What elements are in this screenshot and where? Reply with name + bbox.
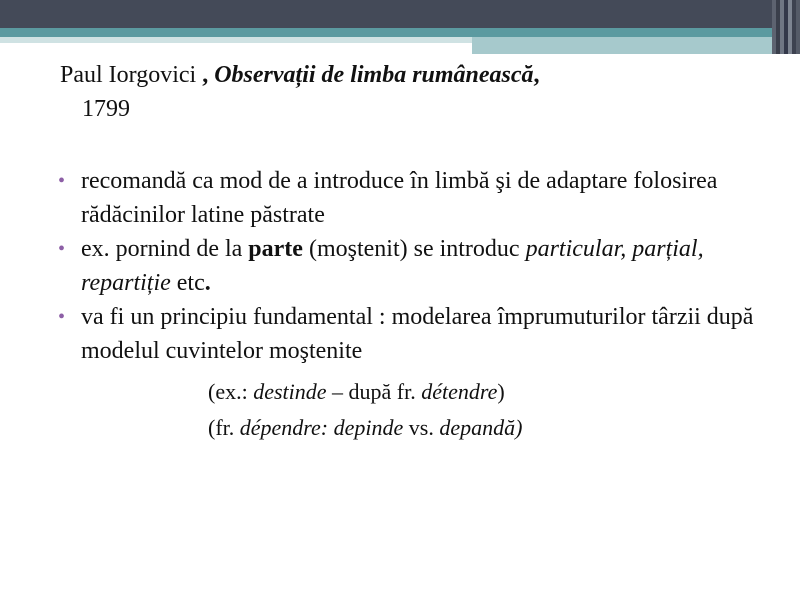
header-accent-light (0, 37, 472, 43)
bullet-icon: • (58, 238, 66, 260)
author-name: Paul Iorgovici (60, 62, 197, 88)
header-accent-left (0, 28, 472, 37)
header-accent-right-top (472, 28, 800, 37)
bullet-item: • recomandă ca mod de a introduce în limbă şi de adaptare folosirea rădăcinilor latine păstrate (60, 164, 780, 232)
author-line (60, 58, 780, 126)
bullet-item: • va fi un principiu fundamental : modelarea împrumuturilor târzii după modelul cuvintelor moştenite (60, 300, 780, 368)
title-comma: , (533, 62, 540, 88)
header-stripes (772, 0, 800, 54)
example-line: (fr. dépendre: depinde vs. depandă) (208, 415, 523, 440)
header-bar (0, 0, 800, 28)
example-line: (ex.: destinde – după fr. détendre) (208, 379, 505, 404)
work-title: Observații de limba rumânească (214, 62, 534, 88)
bullet-icon: • (58, 170, 66, 192)
slide-content (60, 58, 780, 446)
work-year: 1799 (82, 96, 130, 122)
bullet-item: • ex. pornind de la parte (moştenit) se introduc particular, parțial, repartiție etc. (60, 232, 780, 300)
bullet-list (60, 164, 780, 368)
bullet-icon: • (58, 306, 66, 328)
author-separator: , (196, 62, 215, 88)
